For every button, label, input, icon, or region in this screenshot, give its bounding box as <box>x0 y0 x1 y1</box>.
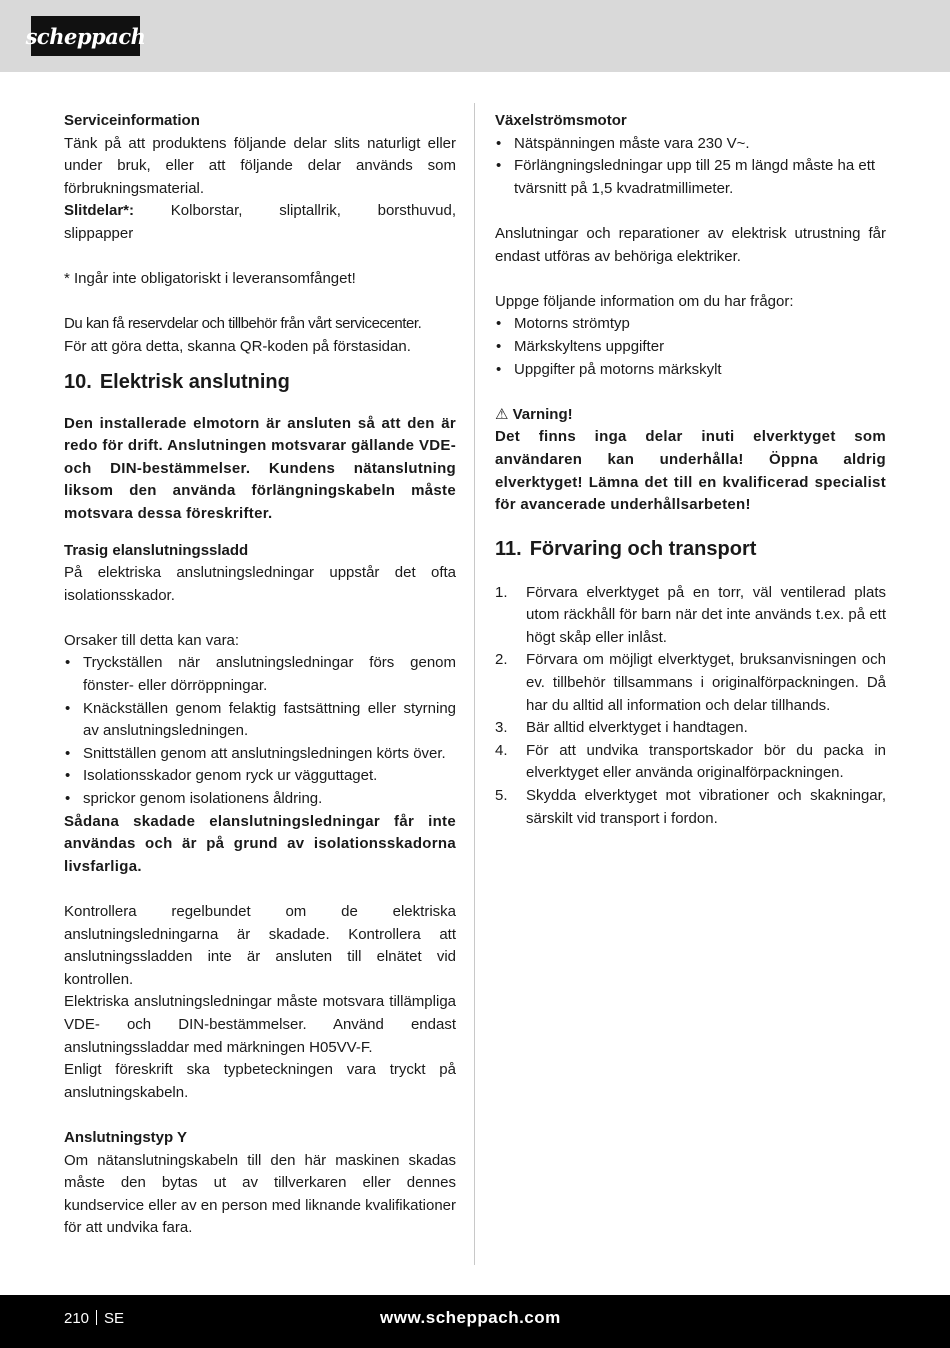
list-item: • Märkskyltens uppgifter <box>495 336 886 359</box>
wear-parts <box>64 200 456 245</box>
service-text: Tänk på att produktens följande delar slits naturligt eller under bruk, eller att följande delar används som förbrukningsmaterial. <box>64 134 456 197</box>
section-10-heading <box>64 369 456 395</box>
list-item: • Nätspänningen måste vara 230 V~. <box>495 133 886 156</box>
wear-parts-text: Kolborstar, sliptallrik, borsthuvud, slippapper <box>64 202 456 242</box>
y-type-text: Om nätanslutningskabeln till den här maskinen skadas måste den bytas ut av tillverkaren eller dennes kundservice eller av en person med liknande kvalifikationer för att undvika fara. <box>64 1151 456 1237</box>
check-text-1: Kontrollera regelbundet om de elektriska anslutningsledningarna är skadade. Kontrollera att anslutningssladden inte är ansluten till elnätet vid kontrollen. <box>64 903 456 988</box>
section-11-title: Förvaring och transport <box>529 537 757 560</box>
right-column <box>495 110 886 830</box>
info-list <box>495 313 886 381</box>
y-type-title: Anslutningstyp Y <box>64 1128 188 1146</box>
warning-text: Det finns inga delar inuti elverktyget som användaren kan underhålla! Öppna aldrig elverktyget! Lämna det till en kvalificerad specialist för avancerade underhållsarbeten! <box>495 428 886 514</box>
list-item: • Motorns strömtyp <box>495 313 886 336</box>
list-item: • Knäckställen genom felaktig fastsättning eller styrning av anslutningsledningen. <box>64 698 456 743</box>
delivery-note: * Ingår inte obligatoriskt i leveransomfånget! <box>64 270 356 288</box>
ac-motor-list <box>495 133 886 201</box>
list-item: • Förlängningsledningar upp till 25 m längd måste ha ett tvärsnitt på 1,5 kvadratmillimeter. <box>495 155 886 200</box>
list-item <box>495 582 886 650</box>
damaged-cord-warning: Sådana skadade elanslutningsledningar får inte användas och är på grund av isolationsskadorna livsfarliga. <box>64 812 456 875</box>
website-link[interactable]: www.scheppach.com <box>380 1308 561 1327</box>
footer-bar <box>0 1295 950 1348</box>
check-text-3: Enligt föreskrift ska typbeteckningen vara tryckt på anslutningskabeln. <box>64 1061 456 1101</box>
list-item-number: 5. <box>495 787 508 805</box>
causes-intro: Orsaker till detta kan vara: <box>64 631 240 649</box>
footer-separator <box>96 1310 97 1325</box>
brand-logo: scheppach <box>31 16 140 56</box>
list-item: • Snittställen genom att anslutningsledningen körts över. <box>64 743 456 766</box>
page-number: 210 <box>64 1310 90 1327</box>
spare-parts-line-2: För att göra detta, skanna QR-koden på förstasidan. <box>64 337 411 355</box>
service-title: Serviceinformation <box>64 112 200 129</box>
list-item: • Tryckställen när anslutningsledningar förs genom fönster- eller dörröppningar. <box>64 652 456 697</box>
language-code: SE <box>104 1310 125 1327</box>
damaged-cord-title: Trasig elanslutningssladd <box>64 541 249 559</box>
page-indicator <box>64 1310 124 1327</box>
left-column <box>64 110 456 1240</box>
damaged-cord-text: På elektriska anslutningsledningar uppstår det ofta isolationsskador. <box>64 564 456 604</box>
list-item <box>495 785 886 830</box>
causes-list <box>64 652 456 810</box>
list-item <box>495 717 886 740</box>
section-11-heading <box>495 536 886 562</box>
info-intro: Uppge följande information om du har frågor: <box>495 292 794 310</box>
list-item-number: 4. <box>495 741 508 759</box>
list-item-text: Skydda elverktyget mot vibrationer och skakningar, särskilt vid transport i fordon. <box>526 787 886 827</box>
section-11-number: 11. <box>495 537 522 560</box>
list-item <box>495 740 886 785</box>
list-item: • Isolationsskador genom ryck ur vägguttaget. <box>64 765 456 788</box>
check-text-2: Elektriska anslutningsledningar måste motsvara tillämpliga VDE- och DIN-bestämmelser. Använd endast anslutningssladdar med märkningen H05VV-F. <box>64 993 456 1056</box>
header-bar <box>0 0 950 72</box>
warning-icon: ⚠ <box>495 405 509 423</box>
spare-parts-line-1: Du kan få reservdelar och tillbehör från vårt servicecenter. <box>64 315 422 333</box>
list-item-number: 3. <box>495 719 508 737</box>
repairs-text: Anslutningar och reparationer av elektrisk utrustning får endast utföras av behöriga elektriker. <box>495 224 886 265</box>
warning-title: Varning! <box>512 405 573 423</box>
section-10-number: 10. <box>64 370 92 393</box>
section-10-intro: Den installerade elmotorn är ansluten så att den är redo för drift. Anslutningen motsvarar gällande VDE- och DIN-bestämmelser. Kundens nätanslutning liksom den använda förlängningskabeln måste motsvara dessa föreskrifter. <box>64 414 456 522</box>
list-item-text: Förvara elverktyget på en torr, väl ventilerad plats utom räckhåll för barn när det inte används t.ex. på ett högt skåp eller inlåst. <box>526 583 886 646</box>
list-item-text: För att undvika transportskador bör du packa in elverktyget eller använda originalförpackningen. <box>526 741 886 782</box>
storage-list <box>495 582 886 831</box>
list-item-text: Bär alltid elverktyget i handtagen. <box>526 719 748 737</box>
wear-parts-label: Slitdelar*: <box>64 202 135 220</box>
ac-motor-title: Växelströmsmotor <box>495 112 627 129</box>
list-item <box>495 649 886 717</box>
warning-heading <box>495 404 886 427</box>
list-item-text: Förvara om möjligt elverktyget, bruksanvisningen och ev. tillbehör tillsammans i originalförpackningen. Då har du alltid all information och delar tillhands. <box>526 651 886 714</box>
list-item: • sprickor genom isolationens åldring. <box>64 788 456 811</box>
list-item-number: 2. <box>495 651 508 669</box>
section-10-title: Elektrisk anslutning <box>99 370 290 393</box>
list-item-number: 1. <box>495 583 508 601</box>
column-divider <box>474 103 475 1265</box>
list-item: • Uppgifter på motorns märkskylt <box>495 359 886 382</box>
